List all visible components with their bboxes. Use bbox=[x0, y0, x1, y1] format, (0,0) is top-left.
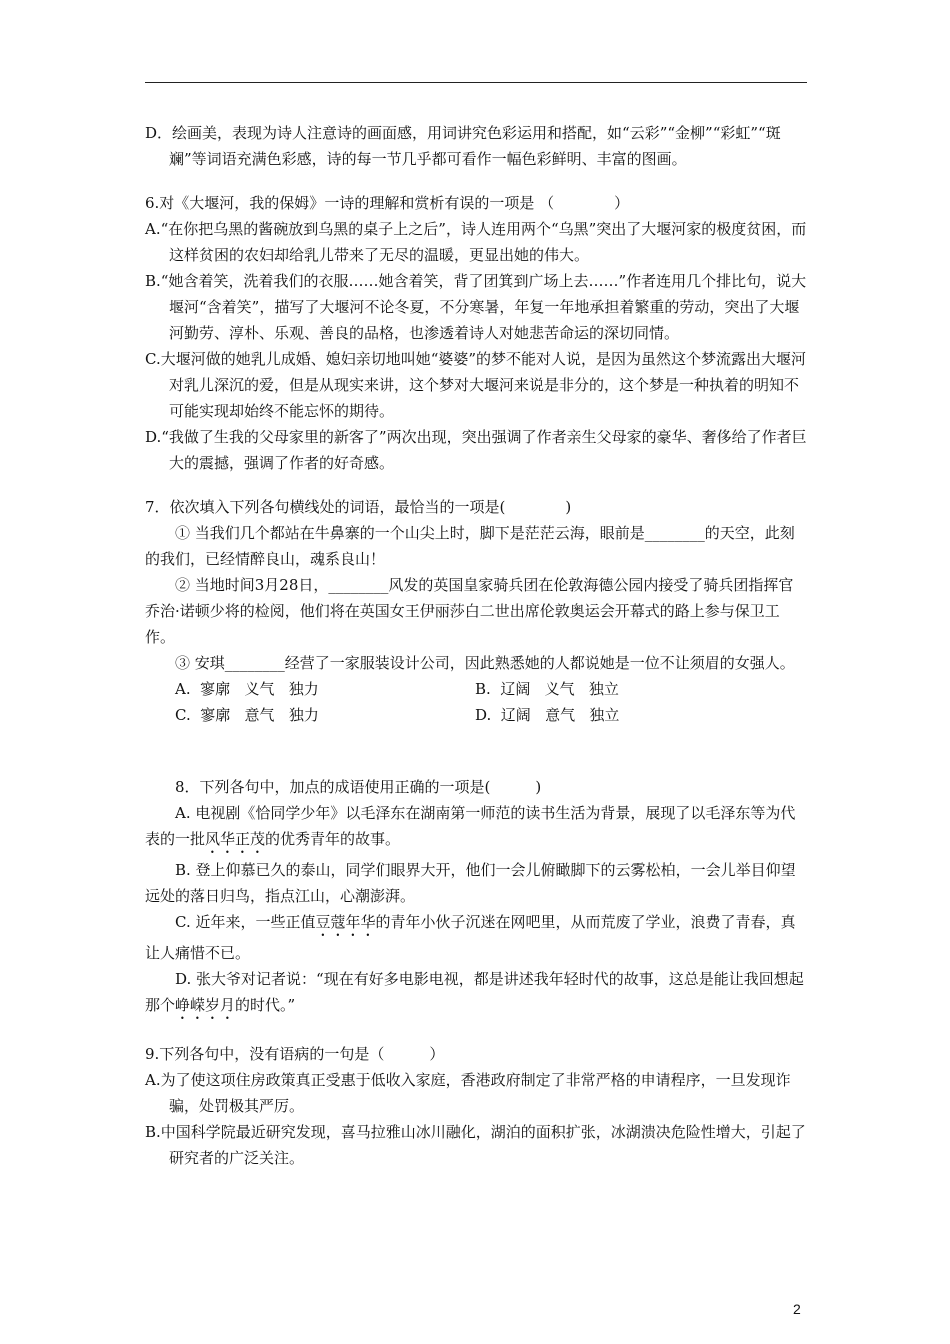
q6-option-a: A.“在你把乌黑的酱碗放到乌黑的桌子上之后”，诗人连用两个“乌黑”突出了大堰河家的极度贫困，而这样贫困的农妇却给乳儿带来了无尽的温暖，更显出她的伟大。 bbox=[145, 220, 807, 264]
q8-option-b bbox=[145, 857, 807, 909]
q9-stem: 9.下列各句中，没有语病的一句是（ ） bbox=[145, 1045, 445, 1063]
q7-sentence-2: ② 当地时间3月28日，________风发的英国皇家骑兵团在伦敦海德公园内接受了骑兵团指挥官乔治·诺顿少将的检阅，他们将在英国女王伊丽莎白二世出席伦敦奥运会开幕式的路上参与保卫工作。 bbox=[145, 576, 794, 646]
q8-c-text: C. 近年来，一些正值 bbox=[175, 913, 316, 931]
q7-option-c: C. 寥廓 意气 独力 bbox=[175, 706, 319, 724]
q8-b-idiom: 指点江山 bbox=[265, 887, 326, 905]
q8-a-text-end: 的优秀青年的故事。 bbox=[265, 830, 401, 848]
q8-d-dotted-idiom: 峥嵘岁月 bbox=[175, 996, 236, 1014]
q8-c-text-end: 的青年小伙子沉迷在网吧里，从而荒废了学业，浪费了青春，真让人痛惜不已。 bbox=[145, 913, 796, 962]
q7-options bbox=[145, 676, 807, 728]
q8-d-text-end: 的时代。” bbox=[235, 996, 296, 1014]
q6-option-c: C.大堰河做的她乳儿成婚、媳妇亲切地叫她“婆婆”的梦不能对人说，是因为虽然这个梦流露出大堰河对乳儿深沉的爱，但是从现实来讲，这个梦对大堰河来说是非分的，这个梦是一种执着的明知不可能实现却始终不能忘怀的期待。 bbox=[145, 350, 807, 420]
page-content bbox=[145, 120, 807, 1171]
q8-stem: 8．下列各句中，加点的成语使用正确的一项是( ) bbox=[175, 778, 542, 796]
q6-stem: 6.对《大堰河，我的保姆》一诗的理解和赏析有误的一项是 （ ） bbox=[145, 194, 630, 212]
q7-sentence-1: ① 当我们几个都站在牛鼻寨的一个山尖上时，脚下是茫茫云海，眼前是________的天空，此刻的我们，已经情醉良山，魂系良山！ bbox=[145, 524, 795, 568]
q9-option-a: A.为了使这项住房政策真正受惠于低收入家庭，香港政府制定了非常严格的申请程序，一旦发现诈骗，处罚极其严厉。 bbox=[145, 1071, 791, 1115]
q8-b-text: B. 登上仰慕已久的泰山，同学们眼界大开，他们一会儿俯瞰脚下的云雾松柏，一会儿举目仰望远处的落日归鸟， bbox=[145, 861, 796, 905]
q7-option-d: D. 辽阔 意气 独立 bbox=[475, 706, 620, 724]
q6-option-d: D.“我做了生我的父母家里的新客了”两次出现，突出强调了作者亲生父母家的豪华、奢侈给了作者巨大的震撼，强调了作者的好奇感。 bbox=[145, 428, 807, 472]
q8-d-text: D. 张大爷对记者说：“现在有好多电影电视，都是讲述我年轻时代的故事，这总是能让我回想起那个 bbox=[145, 970, 804, 1014]
q7-sentence-3: ③ 安琪________经营了一家服装设计公司，因此熟悉她的人都说她是一位不让须眉的女强人。 bbox=[175, 654, 795, 672]
header-rule bbox=[145, 82, 807, 83]
q8-b-text-end: ，心潮澎湃。 bbox=[325, 887, 416, 905]
q8-c-dotted-idiom: 豆蔻年华 bbox=[315, 913, 376, 931]
q9-option-b: B.中国科学院最近研究发现，喜马拉雅山冰川融化，湖泊的面积扩张，冰湖溃决危险性增大，引起了研究者的广泛关注。 bbox=[145, 1123, 806, 1167]
q8-option-d bbox=[145, 966, 807, 1023]
q5-option-d: D．绘画美，表现为诗人注意诗的画面感，用词讲究色彩运用和搭配，如“云彩”“金柳”“彩虹”“斑斓”等词语充满色彩感，诗的每一节几乎都可看作一幅色彩鲜明、丰富的图画。 bbox=[145, 124, 781, 168]
q8-option-a bbox=[145, 800, 807, 857]
q8-option-c bbox=[145, 909, 807, 966]
q8-a-text: A. 电视剧《恰同学少年》以毛泽东在湖南第一师范的读书生活为背景，展现了以毛泽东等为代表的一批 bbox=[145, 804, 796, 848]
q6-option-b: B.“她含着笑，洗着我们的衣服……她含着笑，背了团箕到广场上去……”作者连用几个排比句，说大堰河“含着笑”，描写了大堰河不论冬夏，不分寒暑，年复一年地承担着繁重的劳动，突出了大堰河勤劳、淳朴、乐观、善良的品格，也渗透着诗人对她悲苦命运的深切同情。 bbox=[145, 272, 807, 342]
q8-a-dotted-idiom: 风华正茂 bbox=[205, 830, 266, 848]
page-number: 2 bbox=[793, 1301, 801, 1317]
q7-option-b: B. 辽阔 义气 独立 bbox=[475, 680, 619, 698]
q7-stem: 7．依次填入下列各句横线处的词语，最恰当的一项是( ) bbox=[145, 498, 572, 516]
q7-option-a: A. 寥廓 义气 独力 bbox=[175, 680, 319, 698]
